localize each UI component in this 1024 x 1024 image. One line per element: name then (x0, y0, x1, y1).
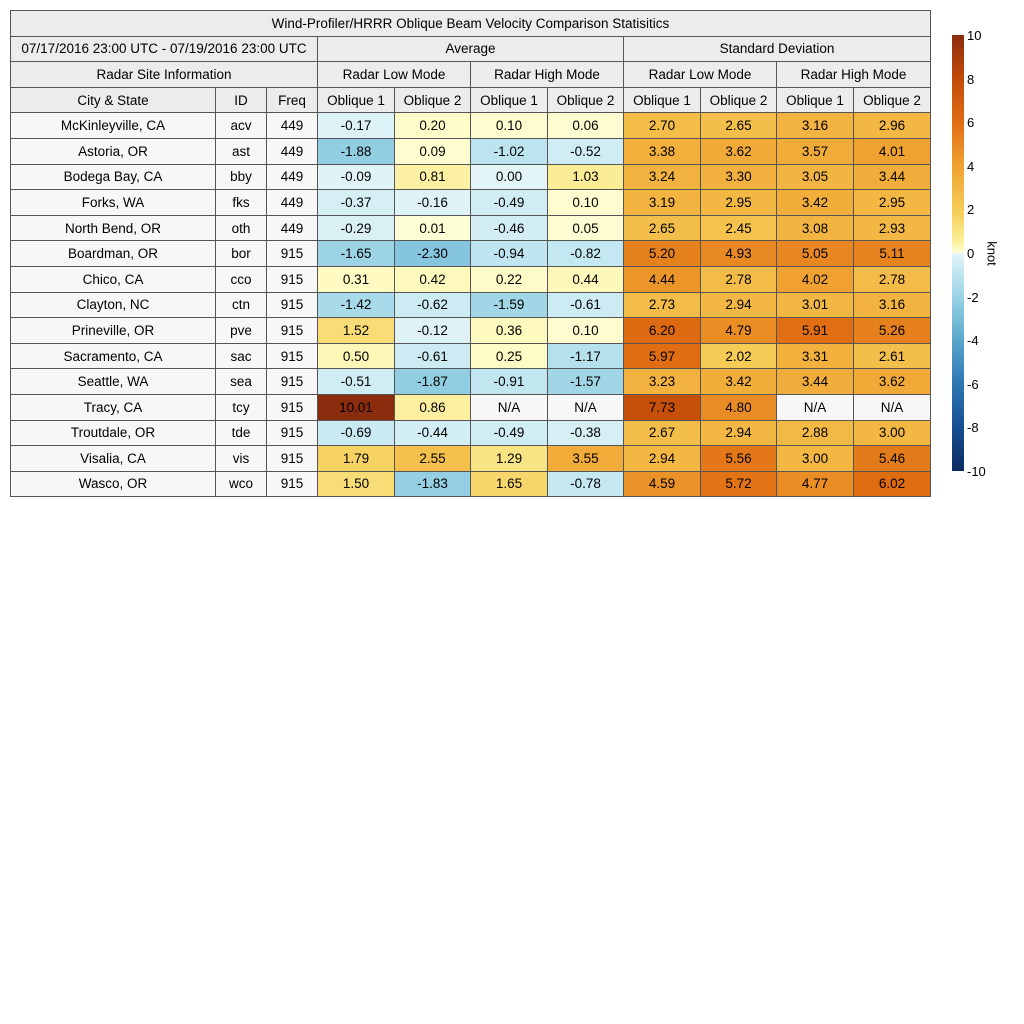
std-dev-value-cell: 5.72 (701, 471, 777, 497)
site-freq: 449 (267, 138, 318, 164)
average-value-cell: 1.29 (471, 446, 548, 472)
site-city: Wasco, OR (11, 471, 216, 497)
avg-high-mode-header: Radar High Mode (471, 62, 624, 88)
std-dev-value-cell: 2.67 (624, 420, 701, 446)
table-row (11, 369, 931, 395)
site-id: sea (216, 369, 267, 395)
col-header-freq: Freq (267, 87, 318, 113)
std-dev-value-cell: 2.65 (624, 215, 701, 241)
site-id: sac (216, 343, 267, 369)
average-value-cell: 0.25 (471, 343, 548, 369)
std-dev-value-cell: 3.44 (777, 369, 854, 395)
average-value-cell: 0.09 (395, 138, 471, 164)
average-value-cell: -0.94 (471, 241, 548, 267)
site-id: tde (216, 420, 267, 446)
std-dev-value-cell: 3.31 (777, 343, 854, 369)
std-dev-value-cell: 3.05 (777, 164, 854, 190)
site-freq: 915 (267, 369, 318, 395)
site-id: wco (216, 471, 267, 497)
table-row (11, 394, 931, 420)
std-dev-value-cell: 2.94 (701, 420, 777, 446)
table-row (11, 343, 931, 369)
table-row (11, 266, 931, 292)
average-value-cell: -1.65 (318, 241, 395, 267)
colorbar (952, 35, 964, 471)
average-value-cell: -0.29 (318, 215, 395, 241)
col-header-oblique1: Oblique 1 (471, 87, 548, 113)
std-dev-value-cell: 5.56 (701, 446, 777, 472)
average-value-cell: 0.50 (318, 343, 395, 369)
std-dev-value-cell: 2.95 (854, 190, 931, 216)
std-dev-value-cell: 2.61 (854, 343, 931, 369)
std-dev-value-cell: 4.79 (701, 318, 777, 344)
average-value-cell: 3.55 (548, 446, 624, 472)
average-value-cell: -0.61 (395, 343, 471, 369)
site-freq: 915 (267, 343, 318, 369)
table-row (11, 113, 931, 139)
average-value-cell: -0.78 (548, 471, 624, 497)
col-header-oblique1: Oblique 1 (777, 87, 854, 113)
site-city: Troutdale, OR (11, 420, 216, 446)
col-header-oblique2: Oblique 2 (548, 87, 624, 113)
average-value-cell: -0.51 (318, 369, 395, 395)
average-value-cell: 0.00 (471, 164, 548, 190)
std-dev-value-cell: 4.77 (777, 471, 854, 497)
site-freq: 915 (267, 420, 318, 446)
colorbar-tick-label: 2 (967, 202, 975, 218)
std-dev-value-cell: 4.01 (854, 138, 931, 164)
std-dev-value-cell: 6.20 (624, 318, 701, 344)
average-value-cell: N/A (548, 394, 624, 420)
std-dev-value-cell: 3.01 (777, 292, 854, 318)
std-dev-value-cell: 3.42 (777, 190, 854, 216)
site-city: Sacramento, CA (11, 343, 216, 369)
site-id: tcy (216, 394, 267, 420)
table-row (11, 138, 931, 164)
std-dev-value-cell: 2.78 (701, 266, 777, 292)
std-dev-value-cell: 2.94 (701, 292, 777, 318)
stats-table-container (10, 10, 931, 497)
average-value-cell: 10.01 (318, 394, 395, 420)
std-dev-value-cell: 4.93 (701, 241, 777, 267)
average-value-cell: -0.61 (548, 292, 624, 318)
site-city: Visalia, CA (11, 446, 216, 472)
std-dev-value-cell: 3.16 (777, 113, 854, 139)
col-header-oblique1: Oblique 1 (318, 87, 395, 113)
col-header-city: City & State (11, 87, 216, 113)
std-dev-value-cell: 4.59 (624, 471, 701, 497)
average-value-cell: -0.52 (548, 138, 624, 164)
site-id: pve (216, 318, 267, 344)
std-dev-value-cell: 5.26 (854, 318, 931, 344)
average-value-cell: 0.01 (395, 215, 471, 241)
std-dev-value-cell: 6.02 (854, 471, 931, 497)
std-high-mode-header: Radar High Mode (777, 62, 931, 88)
site-city: Chico, CA (11, 266, 216, 292)
colorbar-unit-label: knot (984, 241, 1000, 266)
average-value-cell: -0.49 (471, 190, 548, 216)
site-city: Forks, WA (11, 190, 216, 216)
std-dev-value-cell: 3.16 (854, 292, 931, 318)
colorbar-tick-label: 4 (967, 158, 975, 174)
std-dev-value-cell: 3.00 (854, 420, 931, 446)
site-freq: 915 (267, 241, 318, 267)
average-value-cell: 0.86 (395, 394, 471, 420)
average-value-cell: -0.46 (471, 215, 548, 241)
average-value-cell: -1.88 (318, 138, 395, 164)
site-freq: 915 (267, 292, 318, 318)
average-value-cell: 2.55 (395, 446, 471, 472)
site-id: cco (216, 266, 267, 292)
average-value-cell: 0.05 (548, 215, 624, 241)
table-row (11, 318, 931, 344)
average-value-cell: -0.44 (395, 420, 471, 446)
std-dev-value-cell: 2.88 (777, 420, 854, 446)
colorbar-tick-label: -8 (967, 420, 979, 436)
site-info-header: Radar Site Information (11, 62, 318, 88)
colorbar-tick-label: -6 (967, 376, 979, 392)
site-id: bby (216, 164, 267, 190)
site-id: fks (216, 190, 267, 216)
average-value-cell: 0.10 (548, 190, 624, 216)
average-value-cell: -0.38 (548, 420, 624, 446)
std-dev-value-cell: 2.78 (854, 266, 931, 292)
std-dev-value-cell: 3.44 (854, 164, 931, 190)
average-value-cell: -0.62 (395, 292, 471, 318)
average-value-cell: -1.57 (548, 369, 624, 395)
site-id: bor (216, 241, 267, 267)
average-value-cell: -0.09 (318, 164, 395, 190)
site-freq: 915 (267, 471, 318, 497)
site-city: Astoria, OR (11, 138, 216, 164)
std-dev-value-cell: 3.30 (701, 164, 777, 190)
avg-low-mode-header: Radar Low Mode (318, 62, 471, 88)
std-dev-value-cell: 2.45 (701, 215, 777, 241)
site-city: Seattle, WA (11, 369, 216, 395)
std-dev-value-cell: 2.70 (624, 113, 701, 139)
site-freq: 915 (267, 318, 318, 344)
colorbar-tick-label: 6 (967, 115, 975, 131)
std-dev-value-cell: 7.73 (624, 394, 701, 420)
average-value-cell: -1.83 (395, 471, 471, 497)
average-value-cell: -1.02 (471, 138, 548, 164)
std-dev-value-cell: 5.97 (624, 343, 701, 369)
std-dev-header: Standard Deviation (624, 36, 931, 62)
average-value-cell: -0.17 (318, 113, 395, 139)
site-freq: 449 (267, 215, 318, 241)
std-dev-value-cell: 4.02 (777, 266, 854, 292)
std-dev-value-cell: 2.73 (624, 292, 701, 318)
std-dev-value-cell: 2.93 (854, 215, 931, 241)
std-low-mode-header: Radar Low Mode (624, 62, 777, 88)
colorbar-tick-label: 10 (967, 28, 982, 43)
site-city: North Bend, OR (11, 215, 216, 241)
average-value-cell: 0.10 (548, 318, 624, 344)
average-value-cell: -1.17 (548, 343, 624, 369)
std-dev-value-cell: 4.44 (624, 266, 701, 292)
col-header-oblique1: Oblique 1 (624, 87, 701, 113)
site-id: ast (216, 138, 267, 164)
col-header-id: ID (216, 87, 267, 113)
std-dev-value-cell: N/A (854, 394, 931, 420)
std-dev-value-cell: 2.94 (624, 446, 701, 472)
colorbar-tick-label: -4 (967, 333, 979, 349)
average-value-cell: -1.42 (318, 292, 395, 318)
average-value-cell: 1.65 (471, 471, 548, 497)
std-dev-value-cell: 2.95 (701, 190, 777, 216)
time-period: 07/17/2016 23:00 UTC - 07/19/2016 23:00 UTC (11, 36, 318, 62)
average-header: Average (318, 36, 624, 62)
table-row (11, 241, 931, 267)
std-dev-value-cell: 5.11 (854, 241, 931, 267)
std-dev-value-cell: 5.46 (854, 446, 931, 472)
site-freq: 915 (267, 266, 318, 292)
average-value-cell: 1.79 (318, 446, 395, 472)
average-value-cell: 0.20 (395, 113, 471, 139)
average-value-cell: -0.12 (395, 318, 471, 344)
std-dev-value-cell: 3.08 (777, 215, 854, 241)
site-freq: 915 (267, 394, 318, 420)
table-row (11, 215, 931, 241)
site-city: Prineville, OR (11, 318, 216, 344)
average-value-cell: -0.16 (395, 190, 471, 216)
std-dev-value-cell: 2.02 (701, 343, 777, 369)
average-value-cell: -2.30 (395, 241, 471, 267)
average-value-cell: 0.22 (471, 266, 548, 292)
std-dev-value-cell: 5.20 (624, 241, 701, 267)
table-row (11, 190, 931, 216)
site-id: acv (216, 113, 267, 139)
average-value-cell: N/A (471, 394, 548, 420)
average-value-cell: -0.69 (318, 420, 395, 446)
average-value-cell: -1.59 (471, 292, 548, 318)
stats-table (10, 10, 931, 497)
site-city: Tracy, CA (11, 394, 216, 420)
average-value-cell: 1.50 (318, 471, 395, 497)
table-row (11, 471, 931, 497)
table-row (11, 164, 931, 190)
table-title: Wind-Profiler/HRRR Oblique Beam Velocity Comparison Statisitics (11, 11, 931, 37)
site-city: Bodega Bay, CA (11, 164, 216, 190)
average-value-cell: -0.91 (471, 369, 548, 395)
std-dev-value-cell: 3.62 (701, 138, 777, 164)
site-freq: 915 (267, 446, 318, 472)
col-header-oblique2: Oblique 2 (854, 87, 931, 113)
std-dev-value-cell: 3.62 (854, 369, 931, 395)
site-id: oth (216, 215, 267, 241)
site-id: vis (216, 446, 267, 472)
std-dev-value-cell: N/A (777, 394, 854, 420)
colorbar-tick-label: -2 (967, 289, 979, 305)
colorbar-tick-label: -10 (967, 464, 986, 479)
table-row (11, 446, 931, 472)
table-row (11, 292, 931, 318)
average-value-cell: 1.52 (318, 318, 395, 344)
site-city: Boardman, OR (11, 241, 216, 267)
site-id: ctn (216, 292, 267, 318)
table-row (11, 420, 931, 446)
std-dev-value-cell: 3.57 (777, 138, 854, 164)
average-value-cell: 0.10 (471, 113, 548, 139)
std-dev-value-cell: 5.05 (777, 241, 854, 267)
average-value-cell: -0.49 (471, 420, 548, 446)
site-city: McKinleyville, CA (11, 113, 216, 139)
std-dev-value-cell: 3.23 (624, 369, 701, 395)
site-freq: 449 (267, 164, 318, 190)
average-value-cell: 0.06 (548, 113, 624, 139)
col-header-oblique2: Oblique 2 (395, 87, 471, 113)
std-dev-value-cell: 5.91 (777, 318, 854, 344)
site-freq: 449 (267, 190, 318, 216)
std-dev-value-cell: 4.80 (701, 394, 777, 420)
col-header-oblique2: Oblique 2 (701, 87, 777, 113)
colorbar-tick-label: 8 (967, 71, 975, 87)
site-freq: 449 (267, 113, 318, 139)
std-dev-value-cell: 3.42 (701, 369, 777, 395)
average-value-cell: -0.82 (548, 241, 624, 267)
average-value-cell: 0.36 (471, 318, 548, 344)
site-city: Clayton, NC (11, 292, 216, 318)
average-value-cell: 1.03 (548, 164, 624, 190)
std-dev-value-cell: 3.19 (624, 190, 701, 216)
std-dev-value-cell: 3.24 (624, 164, 701, 190)
average-value-cell: 0.44 (548, 266, 624, 292)
average-value-cell: 0.42 (395, 266, 471, 292)
std-dev-value-cell: 2.65 (701, 113, 777, 139)
std-dev-value-cell: 3.00 (777, 446, 854, 472)
colorbar-tick-label: 0 (967, 246, 975, 261)
std-dev-value-cell: 3.38 (624, 138, 701, 164)
average-value-cell: 0.31 (318, 266, 395, 292)
average-value-cell: -1.87 (395, 369, 471, 395)
std-dev-value-cell: 2.96 (854, 113, 931, 139)
average-value-cell: 0.81 (395, 164, 471, 190)
average-value-cell: -0.37 (318, 190, 395, 216)
